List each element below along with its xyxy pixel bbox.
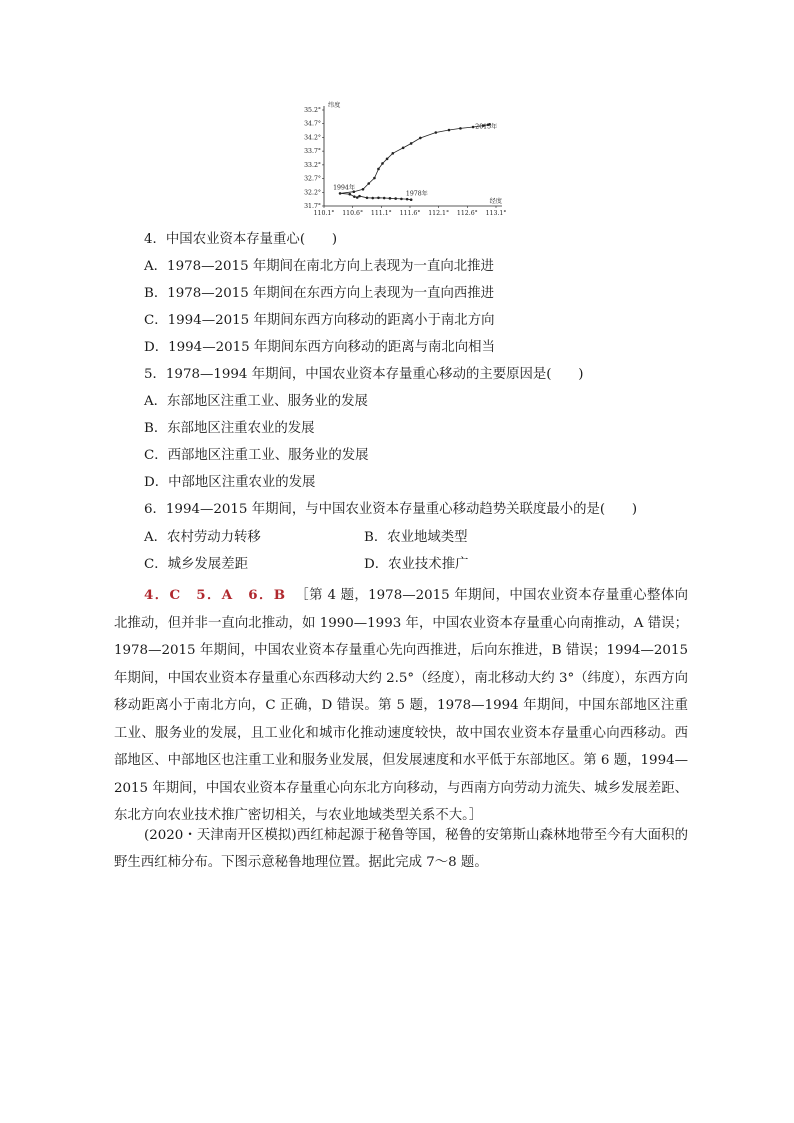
x-tick-label: 113.1°: [485, 210, 507, 217]
question-4-option-b: B．1978—2015 年期间在东西方向上表现为一直向西推进: [144, 286, 495, 301]
trajectory-point: [410, 142, 413, 145]
question-5-stem: 5．1978—1994 年期间，中国农业资本存量重心移动的主要原因是( ): [144, 367, 584, 382]
trajectory-point: [349, 193, 352, 196]
y-tick-label: 33.7°: [304, 148, 321, 156]
y-tick-label: 35.2°: [304, 107, 321, 114]
answer-explanation: [114, 582, 688, 830]
y-tick-label: 31.7°: [304, 203, 321, 210]
trajectory-point: [472, 126, 475, 129]
answer-key: 4．C 5．A 6．B: [144, 587, 287, 603]
trajectory-point: [356, 196, 359, 199]
trajectory-point: [383, 197, 386, 200]
trajectory-point: [459, 127, 462, 130]
trajectory-point: [392, 152, 395, 155]
question-6-option-d: D．农业技术推广: [364, 557, 469, 572]
x-axis-label: 经度: [489, 198, 502, 205]
x-tick-label: 112.6°: [456, 210, 478, 217]
trajectory-point: [381, 162, 384, 165]
gravity-center-chart: [300, 100, 520, 222]
x-tick-label: 111.6°: [399, 210, 421, 217]
question-6-option-a: A．农村劳动力转移: [144, 530, 261, 545]
trajectory-point: [377, 168, 380, 171]
trajectory-point: [373, 177, 376, 180]
chart-labels: [304, 101, 506, 217]
question-4-stem: 4．中国农业资本存量重心( ): [144, 232, 338, 247]
y-tick-label: 33.2°: [304, 161, 321, 169]
year-annotation: 1978年: [405, 190, 428, 198]
question-6-option-c: C．城乡发展差距: [144, 557, 248, 572]
trajectory-point: [389, 197, 392, 200]
trajectory-point: [410, 198, 413, 201]
trajectory-point: [353, 195, 356, 198]
question-5-option-b: B．东部地区注重农业的发展: [144, 421, 315, 436]
x-tick-label: 110.1°: [313, 210, 335, 217]
trajectory-point: [435, 131, 438, 134]
question-5-option-d: D．中部地区注重农业的发展: [144, 475, 316, 490]
trajectory-point: [371, 197, 374, 200]
y-tick-label: 32.7°: [304, 175, 321, 183]
trajectory-point: [362, 188, 365, 191]
question-5-option-c: C．西部地区注重工业、服务业的发展: [144, 448, 369, 463]
year-annotation: 2015年: [475, 123, 498, 131]
trajectory-point: [366, 196, 369, 199]
question-4-option-c: C．1994—2015 年期间东西方向移动的距离小于南北方向: [144, 313, 495, 328]
trajectory-point: [419, 137, 422, 140]
trajectory-point: [448, 129, 451, 132]
question-6-option-b: B．农业地域类型: [364, 530, 468, 545]
trajectory-point: [406, 198, 409, 201]
trajectory-point: [339, 192, 342, 195]
trajectory-point: [377, 196, 380, 199]
trajectory-point: [400, 198, 403, 201]
chart-svg: [300, 100, 520, 222]
y-tick-label: 34.7°: [304, 120, 321, 128]
year-annotation: 1994年: [333, 184, 356, 192]
trajectory-point: [358, 195, 361, 198]
x-tick-label: 111.1°: [370, 210, 392, 217]
x-tick-label: 110.6°: [342, 210, 364, 217]
question-6-stem: 6．1994—2015 年期间，与中国农业资本存量重心移动趋势关联度最小的是( ): [144, 502, 638, 517]
next-question-intro: (2020・天津南开区模拟)西红柿起源于秘鲁等国，秘鲁的安第斯山森林地带至今有大面积的野生西红柿分布。下图示意秘鲁地理位置。据此完成 7～8 题。: [114, 828, 688, 870]
question-4-option-a: A．1978—2015 年期间在南北方向上表现为一直向北推进: [144, 259, 494, 274]
y-axis-label: 纬度: [328, 102, 341, 109]
x-tick-label: 112.1°: [428, 210, 450, 217]
trajectory-point: [367, 182, 370, 185]
y-tick-label: 32.2°: [304, 189, 321, 197]
trajectory-point: [402, 147, 405, 150]
trajectory-point: [394, 197, 397, 200]
trajectory-point: [386, 158, 389, 161]
answer-text: ［第 4 题，1978—2015 年期间，中国农业资本存量重心整体向北推动，但并非一直向北推动，如 1990—1993 年，中国农业资本存量重心向南推动，A 错误；1978—2015 年期间，中国农业资本存量重心先向西推进，后向东推进，B 错误；1994—2015 年期间，中国农业资本存量重心东西移动大约 2.5°（经度），南北移动大约 3°（纬度），东西方向移动距离小于南北方向，C 正确，D 错误。第 5 题，1978—1994 年期间，中国东部地区注重工业、服务业的发展，且工业化和城市化推动速度较快，故中国农业资本存量重心向西移动。西部地区、中部地区也注重工业和服务业发展，但发展速度和水平低于东部地区。第 6 题，1994—2015 年期间，中国农业资本存量重心向东北方向移动，与西南方向劳动力流失、城乡发展差距、东北方向农业技术推广密切相关，与农业地域类型关系不大。］: [114, 588, 688, 823]
question-5-option-a: A．东部地区注重工业、服务业的发展: [144, 394, 368, 409]
question-4-option-d: D．1994—2015 年期间东西方向移动的距离与南北向相当: [144, 340, 495, 355]
chart-marks: [339, 123, 491, 201]
y-tick-label: 34.2°: [304, 134, 321, 142]
